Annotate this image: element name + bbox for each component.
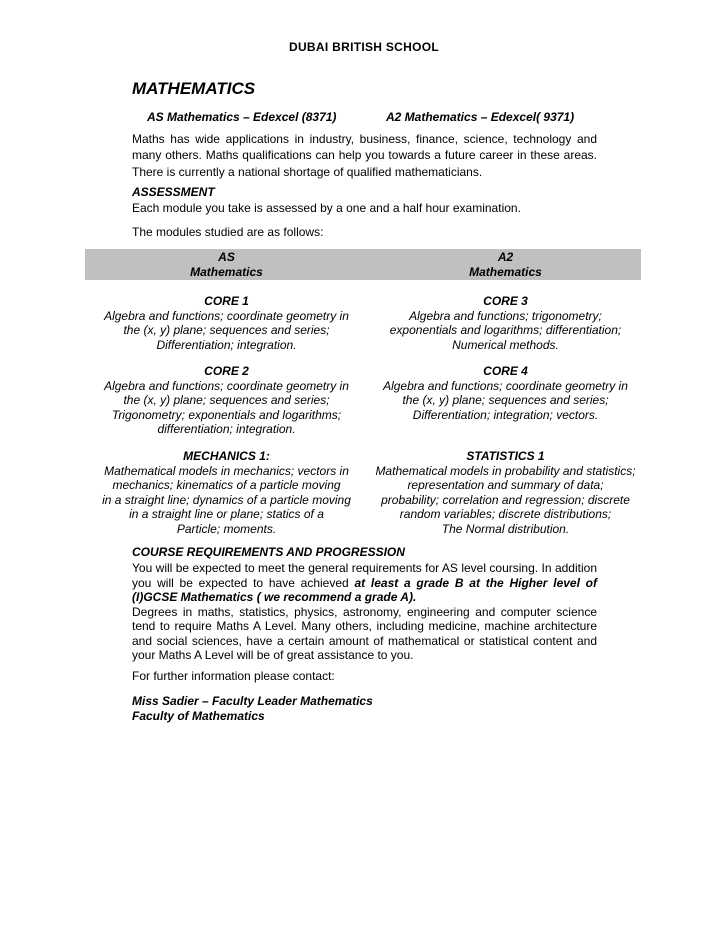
module-line: Trigonometry; exponentials and logarithms;	[111, 407, 342, 422]
contact-text: For further information please contact:	[132, 669, 335, 683]
module-title: CORE 3	[483, 294, 528, 308]
requirements-text	[132, 561, 597, 663]
module-mechanics-1	[85, 449, 368, 536]
modules-intro: The modules studied are as follows:	[132, 225, 324, 239]
a2-course-subtitle: A2 Mathematics – Edexcel( 9371)	[386, 110, 575, 124]
module-line: exponentials and logarithms; differentiation;	[389, 323, 622, 337]
module-title: CORE 4	[483, 364, 528, 378]
module-title: STATISTICS 1	[466, 449, 545, 463]
a2-column-header	[368, 250, 643, 279]
module-line: the (x, y) plane; sequences and series;	[402, 393, 609, 407]
module-line: Algebra and functions; coordinate geometry in	[104, 308, 349, 323]
as-header-line: Mathematics	[190, 264, 263, 279]
module-line: differentiation; integration.	[157, 422, 296, 436]
requirements-p2: Degrees in maths, statistics, physics, astronomy, engineering and computer science tend to require Maths A Level. Many others, including medicine, machine architecture and social sciences, have a certain amount of mathematical or statistical content and your Maths A Level will be of great assistance to you.	[132, 604, 597, 662]
as-header-line: AS	[218, 250, 235, 264]
as-course-subtitle: AS Mathematics – Edexcel (8371)	[147, 110, 337, 124]
module-line: probability; correlation and regression; discrete	[381, 492, 630, 507]
module-line: Algebra and functions; trigonometry;	[409, 308, 602, 323]
assessment-text: Each module you take is assessed by a one and a half hour examination.	[132, 201, 521, 215]
module-line: mechanics; kinematics of a particle moving	[112, 478, 341, 492]
school-name: DUBAI BRITISH SCHOOL	[289, 40, 439, 54]
module-core-1	[85, 294, 368, 352]
module-line: Differentiation; integration; vectors.	[412, 407, 599, 422]
module-line: representation and summary of data;	[407, 478, 604, 492]
intro-paragraph: Maths has wide applications in industry, business, finance, science, technology and many others. Maths qualifications can help you towards a future career in these areas. There is currently a national shortage of qualified mathematicians.	[132, 132, 597, 179]
module-line: in a straight line or plane; statics of a	[129, 507, 324, 521]
contact-name: Miss Sadier – Faculty Leader Mathematics	[132, 694, 373, 708]
module-line: Particle; moments.	[176, 521, 277, 536]
module-statistics-1	[368, 449, 643, 536]
module-line: Mathematical models in mechanics; vectors in	[104, 463, 349, 478]
module-line: Mathematical models in probability and statistics;	[375, 463, 636, 478]
module-line: Differentiation; integration.	[156, 337, 297, 352]
module-core-2	[85, 364, 368, 437]
module-line: the (x, y) plane; sequences and series;	[123, 323, 330, 337]
as-column-header	[85, 250, 368, 279]
module-line: random variables; discrete distributions;	[399, 507, 612, 521]
page-title: MATHEMATICS	[132, 79, 256, 98]
a2-header-line: A2	[497, 250, 514, 264]
module-title: CORE 1	[204, 294, 249, 308]
requirements-heading: COURSE REQUIREMENTS AND PROGRESSION	[132, 545, 405, 559]
module-title: CORE 2	[204, 364, 249, 378]
contact-department: Faculty of Mathematics	[132, 709, 265, 723]
module-line: the (x, y) plane; sequences and series;	[123, 393, 330, 407]
assessment-heading: ASSESSMENT	[132, 185, 215, 199]
module-core-4	[368, 364, 643, 422]
requirements-p1: You will be expected to meet the general requirements for AS level coursing. In addition you will be expected to have achieved	[132, 561, 597, 590]
module-core-3	[368, 294, 643, 352]
module-line: The Normal distribution.	[441, 521, 570, 536]
module-line: Numerical methods.	[452, 337, 559, 352]
module-line: Algebra and functions; coordinate geometry in	[104, 378, 349, 393]
module-title: MECHANICS 1:	[183, 449, 270, 463]
a2-header-line: Mathematics	[469, 264, 542, 279]
module-line: in a straight line; dynamics of a particle moving	[102, 492, 351, 507]
module-line: Algebra and functions; coordinate geometry in	[383, 378, 628, 393]
requirements-grade-emphasis: at least a grade B at the Higher level of (I)GCSE Mathematics ( we recommend a grade A).	[132, 575, 598, 604]
